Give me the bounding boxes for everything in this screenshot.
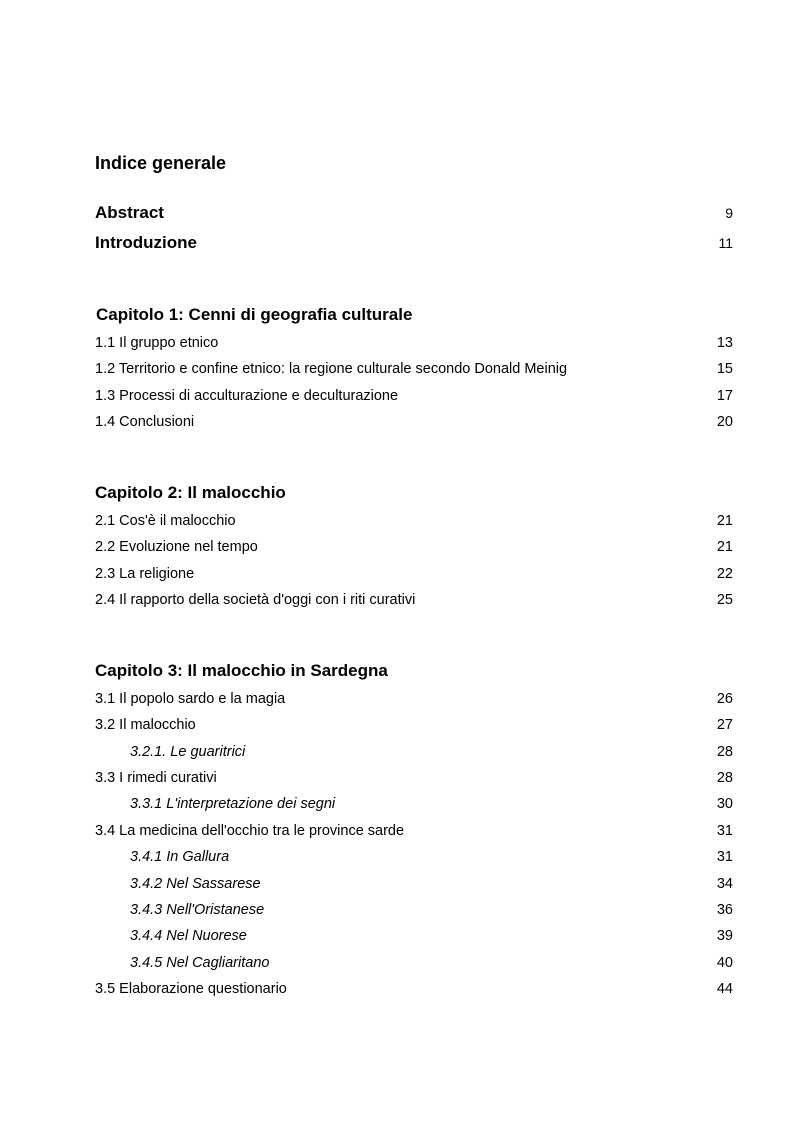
entry-page: 21 (716, 539, 733, 555)
entry-label: 1.4 Conclusioni (95, 414, 195, 430)
entry-page: 15 (716, 361, 733, 377)
toc-subentry[interactable] (95, 875, 733, 893)
subentry-label: 3.4.2 Nel Sassarese (130, 876, 261, 892)
entry-page: 17 (716, 388, 733, 404)
entry-page: 36 (716, 902, 733, 918)
entry-label: Introduzione (95, 233, 197, 252)
toc-entry[interactable] (95, 716, 733, 734)
toc-entry[interactable] (95, 413, 733, 431)
toc-subentry[interactable] (95, 927, 733, 945)
entry-page: 13 (716, 335, 733, 351)
entry-page: 22 (716, 566, 733, 582)
toc-entry-introduzione[interactable] (95, 232, 733, 254)
toc-entry[interactable] (95, 360, 733, 378)
toc-subentry[interactable] (95, 901, 733, 919)
toc-entry[interactable] (95, 512, 733, 530)
entry-page: 21 (716, 513, 733, 529)
toc-entry[interactable] (95, 980, 733, 998)
entry-label: 1.2 Territorio e confine etnico: la regione culturale secondo Donald Meinig (95, 361, 568, 377)
toc-entry[interactable] (95, 769, 733, 787)
entry-page: 11 (718, 235, 733, 251)
entry-label: 3.4 La medicina dell'occhio tra le province sarde (95, 823, 405, 839)
entry-page: 25 (716, 592, 733, 608)
page-title: Indice generale (95, 153, 227, 173)
toc-entry[interactable] (95, 538, 733, 556)
entry-label: 1.3 Processi di acculturazione e deculturazione (95, 388, 399, 404)
toc-subentry[interactable] (95, 795, 733, 813)
entry-label: 2.3 La religione (95, 566, 195, 582)
entry-page: 44 (716, 981, 733, 997)
chapter-2-heading[interactable]: Capitolo 2: Il malocchio (95, 483, 286, 502)
toc-subentry[interactable] (95, 743, 733, 761)
toc-entry[interactable] (95, 690, 733, 708)
entry-label: 2.2 Evoluzione nel tempo (95, 539, 258, 555)
subentry-label: 3.4.3 Nell'Oristanese (130, 902, 265, 918)
toc-subentry[interactable] (95, 954, 733, 972)
entry-label: 3.1 Il popolo sardo e la magia (95, 691, 286, 707)
entry-label: 3.2 Il malocchio (95, 717, 196, 733)
subentry-label: 3.3.1 L'interpretazione dei segni (130, 796, 336, 812)
entry-page: 28 (716, 744, 733, 760)
entry-page: 34 (716, 876, 733, 892)
toc-entry[interactable] (95, 334, 733, 352)
subentry-label: 3.4.4 Nel Nuorese (130, 928, 247, 944)
toc-entry[interactable] (95, 565, 733, 583)
entry-page: 31 (716, 849, 733, 865)
toc-subentry[interactable] (95, 848, 733, 866)
entry-label: 3.3 I rimedi curativi (95, 770, 217, 786)
entry-label: Abstract (95, 203, 164, 222)
entry-label: 2.1 Cos'è il malocchio (95, 513, 236, 529)
subentry-label: 3.2.1. Le guaritrici (130, 744, 246, 760)
entry-page: 28 (716, 770, 733, 786)
subentry-label: 3.4.5 Nel Cagliaritano (130, 955, 270, 971)
subentry-label: 3.4.1 In Gallura (130, 849, 230, 865)
toc-entry[interactable] (95, 591, 733, 609)
entry-page: 9 (725, 205, 733, 221)
entry-label: 3.5 Elaborazione questionario (95, 981, 287, 997)
entry-page: 20 (716, 414, 733, 430)
entry-page: 30 (716, 796, 733, 812)
entry-label: 2.4 Il rapporto della società d'oggi con i riti curativi (95, 592, 416, 608)
toc-entry[interactable] (95, 822, 733, 840)
entry-page: 26 (716, 691, 733, 707)
chapter-1-heading[interactable]: Capitolo 1: Cenni di geografia culturale (96, 305, 413, 324)
entry-label: 1.1 Il gruppo etnico (95, 335, 219, 351)
toc-entry[interactable] (95, 387, 733, 405)
entry-page: 39 (716, 928, 733, 944)
toc-entry-abstract[interactable] (95, 202, 733, 224)
entry-page: 40 (716, 955, 733, 971)
entry-page: 27 (716, 717, 733, 733)
entry-page: 31 (716, 823, 733, 839)
chapter-3-heading[interactable]: Capitolo 3: Il malocchio in Sardegna (95, 661, 388, 680)
